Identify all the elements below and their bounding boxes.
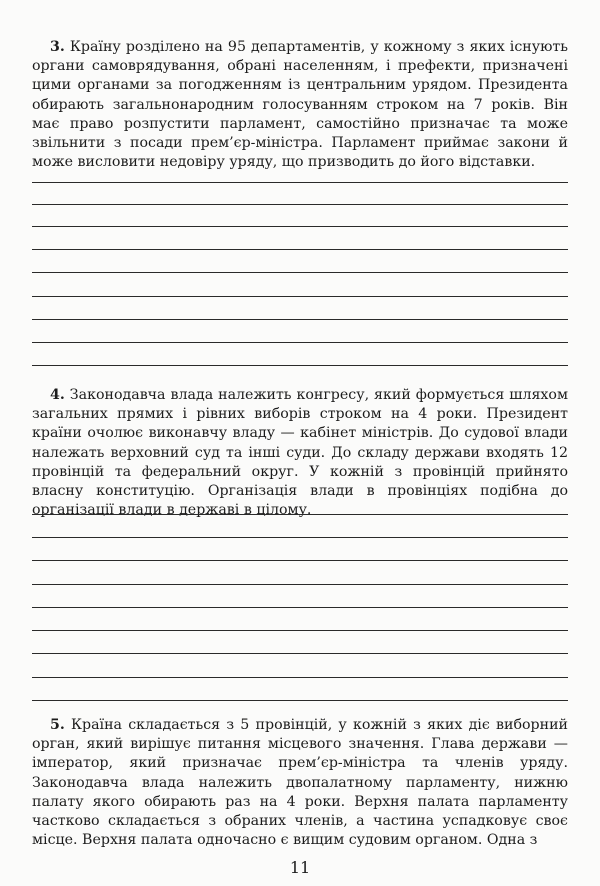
answer-line[interactable] [32, 296, 568, 297]
answer-line[interactable] [32, 182, 568, 183]
answer-line[interactable] [32, 560, 568, 561]
task-text: Країна складається з 5 провінцій, у кожній з яких діє виборний орган, який вирішує питання місцевого значення. Глава держави — імператор, який призначає прем’єр-міністра та членів уряду. Законодавча влада належить двопалатному парламенту, нижню палату якого обирають раз на 4 роки. Верхня палата парламенту частково складається з обраних членів, а частина успадковує своє місце. Верхня палата одночасно є вищим судовим органом. Одна з [32, 717, 568, 849]
answer-line[interactable] [32, 204, 568, 205]
answer-line[interactable] [32, 653, 568, 654]
task-number: 5. [50, 717, 65, 733]
answer-line[interactable] [32, 249, 568, 250]
task-number: 4. [50, 387, 65, 403]
answer-line[interactable] [32, 226, 568, 227]
answer-line[interactable] [32, 342, 568, 343]
answer-line[interactable] [32, 607, 568, 608]
answer-line[interactable] [32, 272, 568, 273]
task-number: 3. [50, 39, 65, 55]
task-text: Країну розділено на 95 департаментів, у кожному з яких існують органи самоврядування, обрані населенням, і префекти, призначені цими органами за погодженням із центральним урядом. Президента обирають загальнонародним голосуванням строком на 7 років. Він має право розпустити парламент, самостійно призначає та може звільнити з посади прем’єр-міністра. Парламент приймає закони й може висловити недовіру уряду, що призводить до його відставки. [32, 39, 569, 171]
answer-line[interactable] [32, 630, 568, 631]
page-number: 11 [289, 858, 311, 877]
answer-line[interactable] [32, 584, 568, 585]
answer-line[interactable] [32, 537, 568, 538]
task-3 [32, 38, 568, 172]
answer-line[interactable] [32, 319, 568, 320]
answer-line[interactable] [32, 700, 568, 701]
answer-line[interactable] [32, 514, 568, 515]
task-text: Законодавча влада належить конгресу, який формується шляхом загальних прямих і рівних виборів строком на 4 роки. Президент країни очолює виконавчу владу — кабінет міністрів. До судової влади належать верховний суд та інші суди. До складу держави входять 12 провінцій та федеральний округ. У кожній з провінцій прийнято власну конституцію. Організація влади в провінціях подібна до організації влади в державі в цілому. [32, 387, 569, 519]
answer-line[interactable] [32, 365, 568, 366]
answer-line[interactable] [32, 677, 568, 678]
task-4 [32, 386, 568, 520]
task-5 [32, 716, 568, 850]
